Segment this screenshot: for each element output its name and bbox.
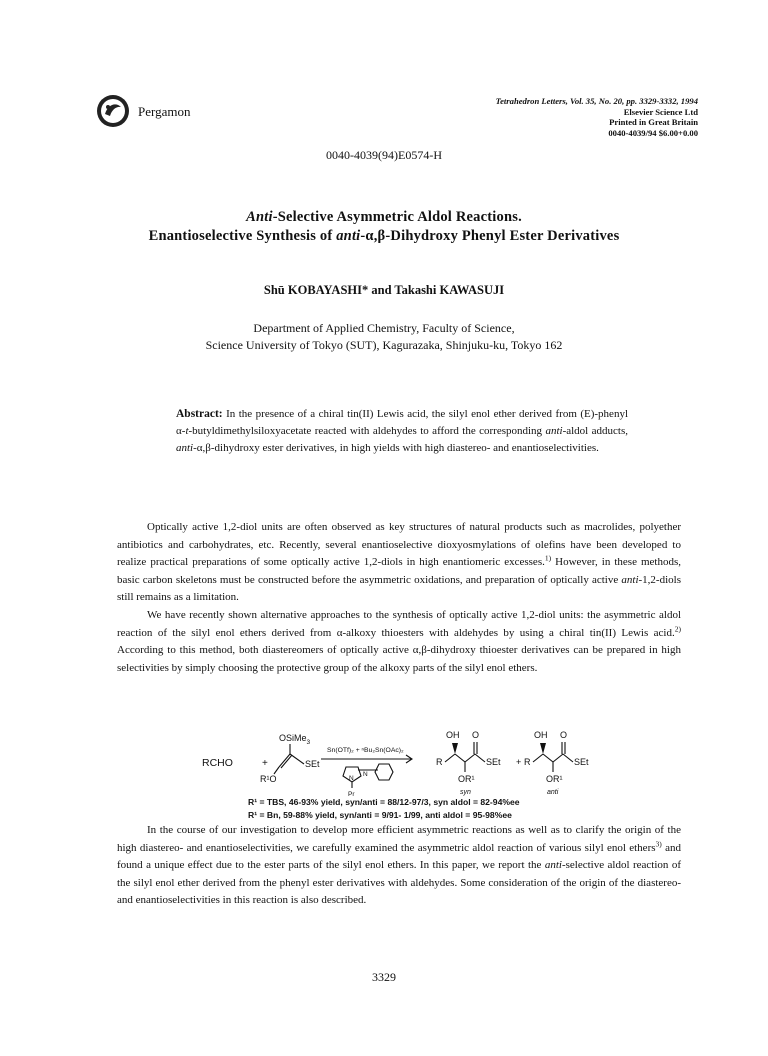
paragraph-text: -1,2-diols still remains as a limitation. <box>117 573 681 603</box>
paper-title <box>40 208 728 246</box>
title-line1: -Selective Asymmetric Aldol Reactions. <box>272 209 522 225</box>
abstract-t: t <box>185 425 189 437</box>
affiliation <box>0 320 768 354</box>
alkoxy-group: R¹O <box>260 774 277 784</box>
syn-r-group: R <box>436 757 443 767</box>
plus-sign: + <box>262 758 268 769</box>
paragraph-1 <box>117 519 681 607</box>
paragraph-3 <box>117 822 681 910</box>
paragraph-text: According to this method, both diastereomers of optically active α,β-dihydroxy thioester derivatives can be prepared in high selectivities by simply choosing the protective group of the alkoxy parts of the silyl enol ethers. <box>117 644 681 674</box>
thioester-group: SEt <box>305 759 320 769</box>
page-number: 3329 <box>372 970 396 984</box>
article-code: 0040-4039(94)E0574-H <box>326 148 442 162</box>
publisher-logo-icon <box>96 94 130 128</box>
italic-anti: anti <box>544 859 562 871</box>
paragraph-text: We have recently shown alternative approaches to the synthesis of optically active 1,2-diol units: the asymmetric aldol reaction of the silyl enol ethers derived from α-alkoxy thioesters with aldehydes by using a chiral tin(II) Lewis acid. <box>117 609 681 639</box>
issn-line: 0040-4039/94 $6.00+0.00 <box>608 127 698 138</box>
journal-info <box>398 96 698 138</box>
anti-label: anti <box>547 789 559 796</box>
syn-thioester: SEt <box>486 757 501 767</box>
anti-alkoxy: OR¹ <box>546 774 563 784</box>
abstract-anti: anti <box>545 425 563 437</box>
plus-sign: + <box>516 757 522 767</box>
catalyst-nitrogen-1: N <box>363 771 368 778</box>
authors: Shū KOBAYASHI* and Takashi KAWASUJI <box>263 283 505 297</box>
anti-thioester: SEt <box>574 757 589 767</box>
abstract <box>176 406 628 457</box>
syn-carbonyl: O <box>472 730 480 740</box>
anti-carbonyl: O <box>560 730 568 740</box>
paragraph-text: In the course of our investigation to develop more efficient asymmetric reactions as well as to clarify the origin of the high diastereo- and enantioselectivities, we carefully examined the asymmetric aldol reaction of various silyl enol ethers <box>117 824 681 854</box>
catalyst-propyl: Pr <box>348 791 355 798</box>
journal-citation: Tetrahedron Letters, Vol. 35, No. 20, pp. 3329-3332, 1994 <box>495 96 698 106</box>
title-line2-rest: -α,β-Dihydroxy Phenyl Ester Derivatives <box>360 228 620 244</box>
reagent-label: Sn(OTf)₂ + ⁿBu₂Sn(OAc)₂ <box>327 747 404 754</box>
title-line2-start: Enantioselective Synthesis of <box>148 228 337 244</box>
reference-mark: 1) <box>544 553 552 563</box>
reactant-aldehyde: RCHO <box>202 757 233 769</box>
stereo-wedge-icon <box>540 743 546 754</box>
syn-alkoxy: OR¹ <box>458 774 475 784</box>
abstract-text: -butyldimethylsiloxyacetate reacted with aldehydes to afford the corresponding <box>188 425 546 437</box>
anti-hydroxyl: OH <box>534 730 548 740</box>
publisher-line: Elsevier Science Ltd <box>623 106 698 117</box>
condition-bn: R¹ = Bn, 59-88% yield, syn/anti = 9/91- 1/99, anti aldol = 95-98%ee <box>248 810 512 820</box>
italic-anti: anti <box>621 573 639 586</box>
affiliation-line-1: Department of Applied Chemistry, Faculty of Science, <box>253 321 515 335</box>
scheme-conditions <box>248 796 520 822</box>
abstract-text: In the presence of a chiral tin(II) Lewis acid, the silyl enol ether derived from (E)-phenyl α- <box>176 408 628 437</box>
paragraph-text: and found a unique effect due to the ester parts of the silyl enol ethers. In this paper, we report the <box>117 841 681 871</box>
stereo-wedge-icon <box>452 743 458 754</box>
abstract-label: Abstract: <box>176 408 223 420</box>
anti-r-group: R <box>524 757 531 767</box>
silyl-group: OSiMe$_3$ <box>279 733 311 746</box>
abstract-anti: anti <box>176 442 194 454</box>
paragraph-text: Optically active 1,2-diol units are often observed as key structures of natural products such as macrolides, polyether antibiotics and carbohydrates, etc. Recently, several enantioselective dioxyosmylations of olefins have been developed to realize practical preparations of some optically active 1,2-diols in high enantiomeric excesses. <box>117 521 681 568</box>
syn-hydroxyl: OH <box>446 730 460 740</box>
affiliation-line-2: Science University of Tokyo (SUT), Kagurazaka, Shinjuku-ku, Tokyo 162 <box>205 338 563 352</box>
printed-line: Printed in Great Britain <box>609 117 698 128</box>
syn-label: syn <box>460 789 471 796</box>
abstract-text: -aldol adducts, <box>562 425 628 437</box>
paragraph-text: However, in these methods, basic carbon skeletons must be constructed before the asymmetric oxidations, and preparation of optically active <box>117 556 682 586</box>
paragraph-2 <box>117 607 681 677</box>
abstract-text: -α,β-dihydroxy ester derivatives, in high yields with high diastereo- and enantioselectivities. <box>193 442 599 454</box>
title-anti-2: anti <box>336 228 361 244</box>
title-anti-1: Anti <box>246 209 273 225</box>
reference-mark: 3) <box>655 838 662 848</box>
reference-mark: 2) <box>674 623 681 633</box>
condition-tbs: R¹ = TBS, 46-93% yield, syn/anti = 88/12-97/3, syn aldol = 82-94%ee <box>248 797 520 807</box>
publisher-name: Pergamon <box>138 104 191 119</box>
paragraph-text: -selective aldol reaction of the silyl enol ether derived from the phenyl ester derivatives with aldehydes. Some consideration of the origin of the diastereo- and enantioselectivities in this reaction is also described. <box>117 859 681 906</box>
catalyst-nitrogen-2: N <box>349 775 354 782</box>
